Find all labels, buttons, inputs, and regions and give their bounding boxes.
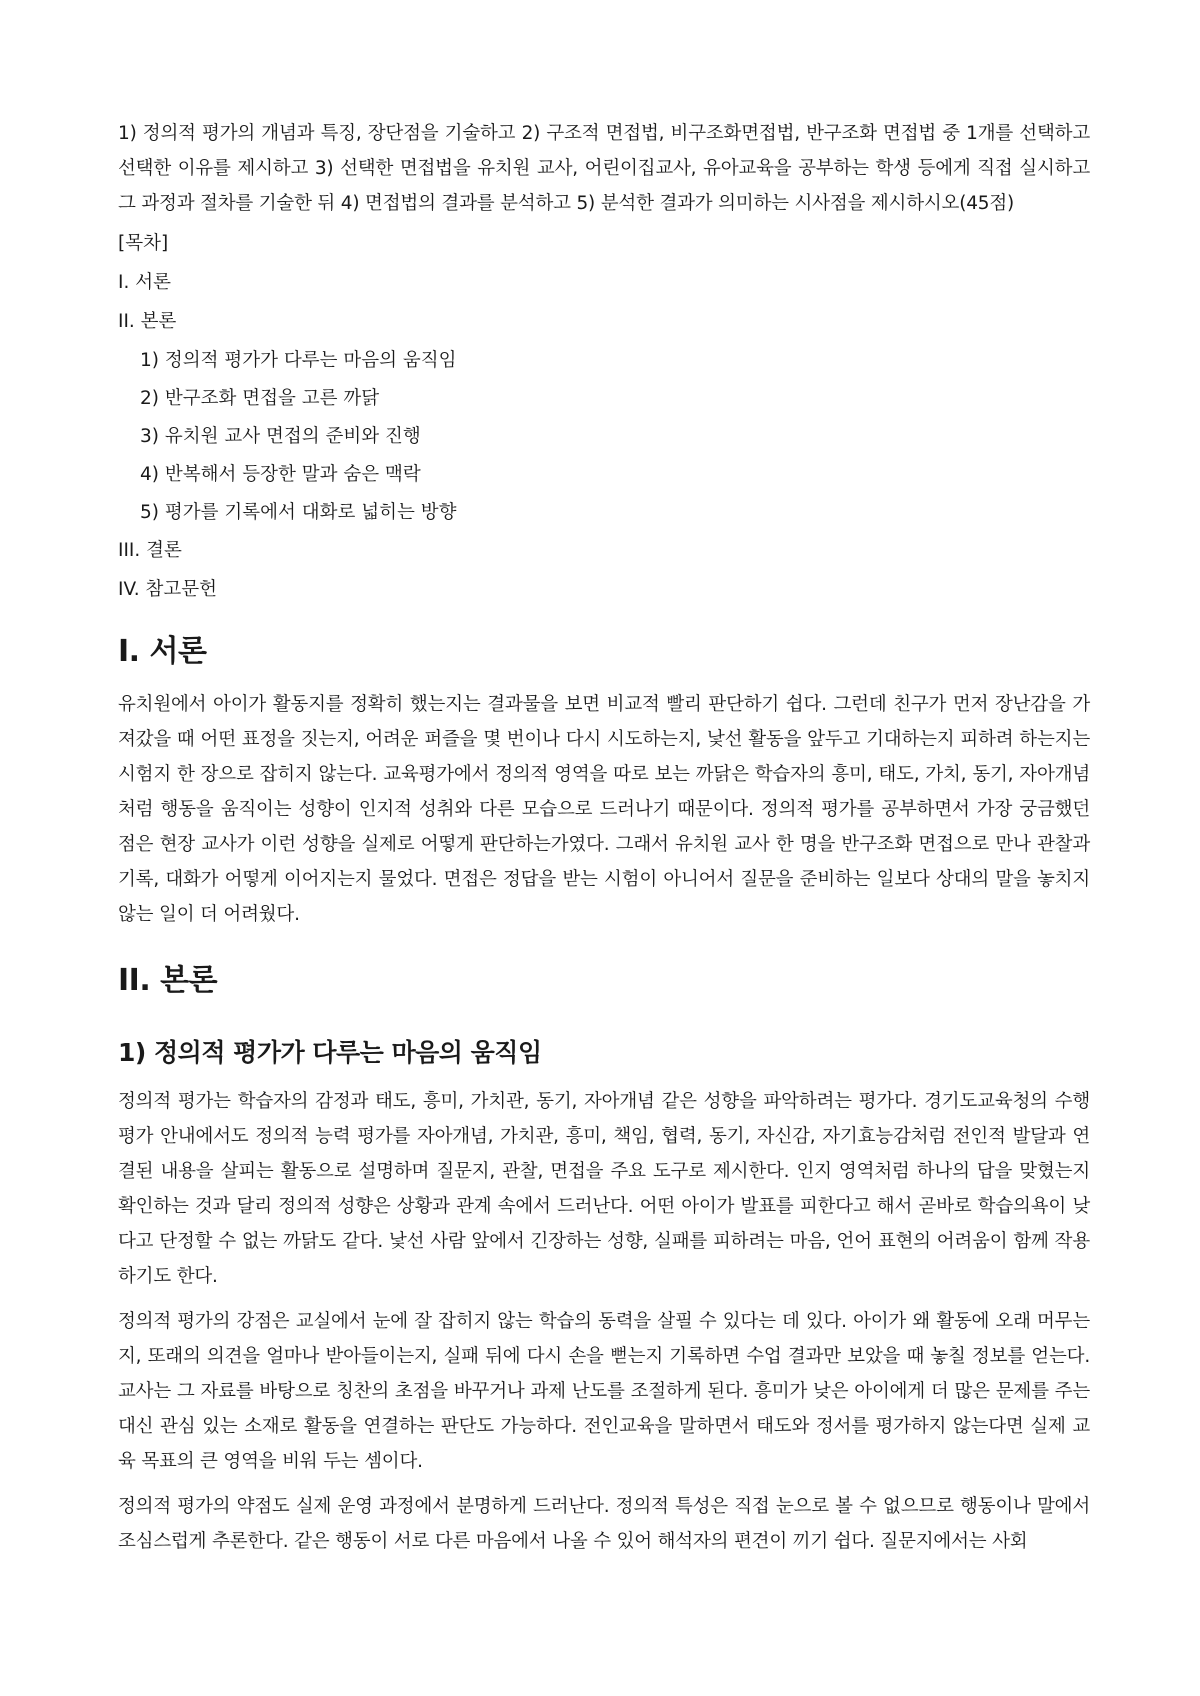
intro-paragraph: 유치원에서 아이가 활동지를 정확히 했는지는 결과물을 보면 비교적 빨리 판단하기 쉽다. 그런데 친구가 먼저 장난감을 가져갔을 때 어떤 표정을 짓는지, 어려운 퍼즐을 몇 번이나 다시 시도하는지, 낯선 활동을 앞두고 기대하는지 피하려 하는지는 시험지 한 장으로 잡히지 않는다. 교육평가에서 정의적 영역을 따로 보는 까닭은 학습자의 흥미, 태도, 가치, 동기, 자아개념처럼 행동을 움직이는 성향이 인지적 성취와 다른 모습으로 드러나기 때문이다. 정의적 평가를 공부하면서 가장 궁금했던 점은 현장 교사가 이런 성향을 실제로 어떻게 판단하는가였다. 그래서 유치원 교사 한 명을 반구조화 면접으로 만나 관찰과 기록, 대화가 어떻게 이어지는지 물었다. 면접은 정답을 받는 시험이 아니어서 질문을 준비하는 일보다 상대의 말을 놓치지 않는 일이 더 어려웠다. — [118, 694, 1090, 925]
intro-heading: I. 서론 — [118, 634, 207, 669]
toc-subitem: 2) 반구조화 면접을 고른 까닭 — [140, 388, 380, 409]
section1-heading: 1) 정의적 평가가 다루는 마음의 움직임 — [118, 1038, 542, 1067]
toc-subitem: 5) 평가를 기록에서 대화로 넓히는 방향 — [140, 502, 457, 523]
toc-item: III. 결론 — [118, 540, 182, 561]
assignment-question: 1) 정의적 평가의 개념과 특징, 장단점을 기술하고 2) 구조적 면접법, 비구조화면접법, 반구조화 면접법 중 1개를 선택하고 선택한 이유를 제시하고 3) 선택한 면접법을 유치원 교사, 어린이집교사, 유아교육을 공부하는 학생 등에게 직접 실시하고 그 과정과 절차를 기술한 뒤 4) 면접법의 결과를 분석하고 5) 분석한 결과가 의미하는 시사점을 제시하시오(45점) — [118, 123, 1090, 214]
section1-paragraph: 정의적 평가는 학습자의 감정과 태도, 흥미, 가치관, 동기, 자아개념 같은 성향을 파악하려는 평가다. 경기도교육청의 수행평가 안내에서도 정의적 능력 평가를 자아개념, 가치관, 흥미, 책임, 협력, 동기, 자신감, 자기효능감처럼 전인적 발달과 연결된 내용을 살피는 활동으로 설명하며 질문지, 관찰, 면접을 주요 도구로 제시한다. 인지 영역처럼 하나의 답을 맞혔는지 확인하는 것과 달리 정의적 성향은 상황과 관계 속에서 드러난다. 어떤 아이가 발표를 피한다고 해서 곧바로 학습의욕이 낮다고 단정할 수 없는 까닭도 같다. 낯선 사람 앞에서 긴장하는 성향, 실패를 피하려는 마음, 언어 표현의 어려움이 함께 작용하기도 한다. — [118, 1091, 1090, 1287]
section1-paragraph: 정의적 평가의 약점도 실제 운영 과정에서 분명하게 드러난다. 정의적 특성은 직접 눈으로 볼 수 없으므로 행동이나 말에서 조심스럽게 추론한다. 같은 행동이 서로 다른 마음에서 나올 수 있어 해석자의 편견이 끼기 쉽다. 질문지에서는 사회 — [118, 1496, 1090, 1552]
toc-item: I. 서론 — [118, 272, 171, 293]
toc-heading: [목차] — [118, 233, 169, 254]
table-of-contents — [118, 270, 1090, 603]
toc-item: IV. 참고문헌 — [118, 579, 217, 600]
toc-subitem: 3) 유치원 교사 면접의 준비와 진행 — [140, 426, 421, 447]
toc-subitem: 4) 반복해서 등장한 말과 숨은 맥락 — [140, 464, 421, 485]
toc-item: II. 본론 — [118, 311, 177, 332]
toc-subitem: 1) 정의적 평가가 다루는 마음의 움직임 — [140, 350, 457, 371]
body-heading: II. 본론 — [118, 963, 218, 998]
section1-paragraph: 정의적 평가의 강점은 교실에서 눈에 잘 잡히지 않는 학습의 동력을 살필 수 있다는 데 있다. 아이가 왜 활동에 오래 머무는지, 또래의 의견을 얼마나 받아들이는지, 실패 뒤에 다시 손을 뻗는지 기록하면 수업 결과만 보았을 때 놓칠 정보를 얻는다. 교사는 그 자료를 바탕으로 칭찬의 초점을 바꾸거나 과제 난도를 조절하게 된다. 흥미가 낮은 아이에게 더 많은 문제를 주는 대신 관심 있는 소재로 활동을 연결하는 판단도 가능하다. 전인교육을 말하면서 태도와 정서를 평가하지 않는다면 실제 교육 목표의 큰 영역을 비워 두는 셈이다. — [118, 1311, 1090, 1472]
